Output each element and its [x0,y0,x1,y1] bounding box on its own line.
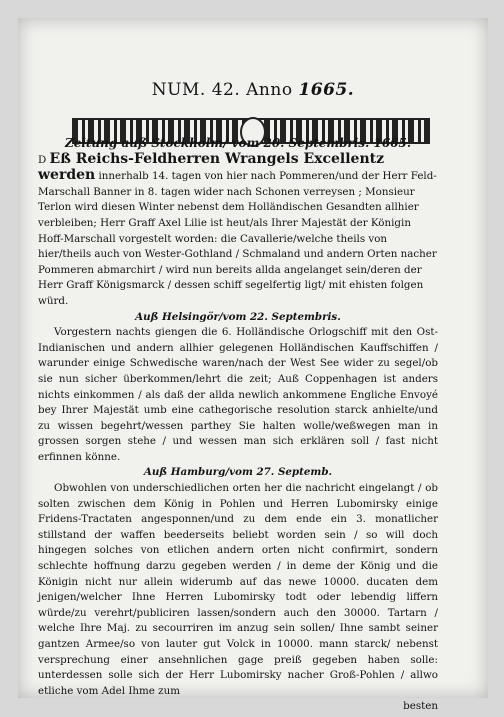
section-title-hamburg: Auß Hamburg/vom 27. Septemb. [143,466,333,479]
drop-cap: D [38,153,47,166]
section-text-helsingor: Vorgestern nachts giengen die 6. Holländische Orlogschiff mit den Ost-Indianischen und andern allhier gelegenen Holländischen Kauffschiffen / warunder einige Schwedische waren/nach der West See wider zu segel/ob sie nun sicher überkommen/lehrt die zeit; Auß Coppenhagen ist anders nichts einkommen / als daß der allda newlich ankommene Engliche Envoyé bey Ihrer Majestät umb eine cathegorische resolution starck anhielte/und zu wissen begehrt/wessen parthey Sie halten wolle/weßwegen man in grossen sorgen stehe / und wessen man sich erklären soll / fast nicht erfinnen könne. [38,326,438,463]
masthead [18,80,488,100]
anno-label: Anno [246,80,293,100]
section-title-helsingor: Auß Helsingör/vom 22. Septembris. [135,310,341,323]
article-body [38,136,438,715]
issue-year: 1665. [298,80,355,100]
lead-paragraph [38,152,438,310]
catchword: besten [403,700,438,713]
issue-number: NUM. 42. [151,80,241,100]
dateline: Zeitung auß Stockholm/ vom 20. Septembris. 1665. [64,136,412,150]
lead-headline: Eß Reichs-Feldherren Wrangels Excellentz werden [38,150,385,184]
lead-text: innerhalb 14. tagen von hier nach Pommeren/und der Herr Feld-Marschall Banner in 8. tagen wider nach Schonen verreysen ; Monsieur Terlon wird diesen Winter nebenst dem Holländischen Gesandten allhier verbleiben; Herr Graff Axel Lilie ist heut/als Ihrer Majestät der Königin Hoff-Marschall vorgestelt worden: die Cavallerie/welche theils von hier/theils auch von Wester-Gothland / Schmaland und andern Orten nacher Pommeren abmarchirt / wird nun bereits allda angelanget sein/deren der Herr Graff Königsmarck / dessen schiff segelfertig ligt/ mit ehisten folgen würd. [38,170,437,307]
section-text-hamburg: Obwohlen von underschiedlichen orten her die nachricht eingelangt / ob solten zwischen dem König in Pohlen und Herren Lubomirsky einige Fridens-Tractaten angesponnen/und zu dem ende ein 3. monatlicher stillstand der waffen beederseits beliebt worden sein / so will doch hingegen solches von etlichen andern orten nicht confirmirt, sondern schlechte hoffnung darzu gegeben werden / in deme der König und die Königin nicht nur allein widerumb auf das newe 10000. ducaten dem jenigen/welcher Ihne Herren Lubomirsky todt oder lebendig liffern würde/zu verehrt/publiciren lassen/sondern auch den 30000. Tartarn / welche Ihre Maj. zu secourriren im anzug sein sollen/ Ihne sambt seiner gantzen Armee/so von lauter gut Volck in 10000. mann starck/ nebenst versprechung einer ansehnlichen gage preiß gegeben haben solle: unterdessen solle sich der Herr Lubomirsky nacher Groß-Pohlen / allwo etliche vom Adel Ihme zum [38,482,438,697]
